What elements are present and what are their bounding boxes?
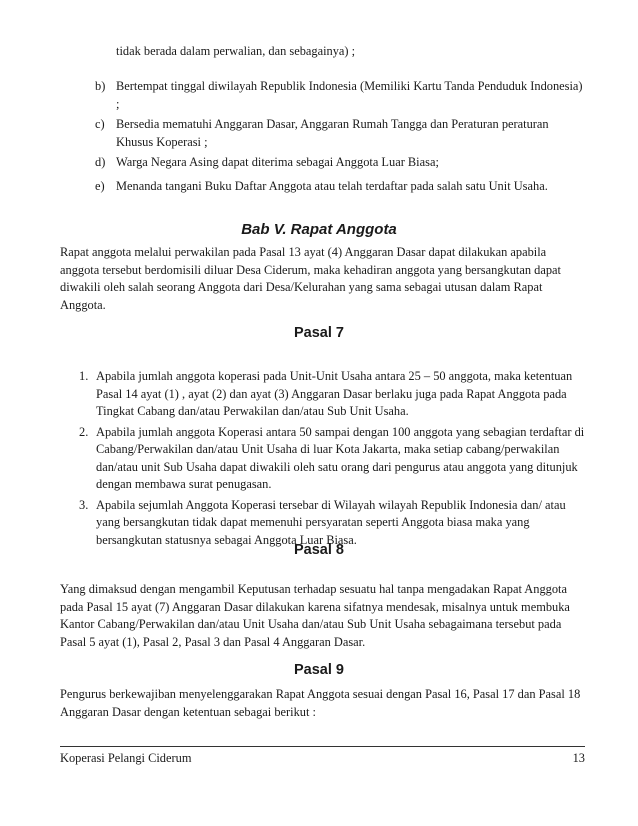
- list-text: Menanda tangani Buku Daftar Anggota atau telah terdaftar pada salah satu Unit Usaha.: [116, 178, 548, 193]
- footer-divider: [60, 746, 585, 747]
- continuation-text: tidak berada dalam perwalian, dan sebagainya) ;: [116, 44, 356, 58]
- list-label: e): [95, 178, 105, 193]
- alpha-list: [0, 78, 638, 195]
- list-item-c: [0, 116, 638, 151]
- list-item-1: [0, 368, 638, 421]
- pasal-7-heading: Pasal 7: [294, 325, 344, 341]
- list-label: c): [95, 117, 105, 131]
- list-item-b: [0, 78, 638, 113]
- list-text: Apabila jumlah anggota Koperasi antara 50 sampai dengan 100 anggota yang sebagian terdaftar di Cabang/Perwakilan dan/atau Unit Usaha di luar Kota Jakarta, maka setiap cabang/perwakilan dan/atau unit Sub Usaha dapat diwakili oleh satu orang dari pengurus atau anggota yang ditunjuk dengan membawa surat penugasan.: [96, 424, 585, 491]
- list-text: Apabila sejumlah Anggota Koperasi tersebar di Wilayah wilayah Republik Indonesia dan/ atau yang bersangkutan tidak dapat memenuhi persyaratan seperti Anggota biasa maka yang bersangkutan statusnya sebagai Anggota Luar Biasa.: [96, 497, 566, 547]
- list-text: Apabila jumlah anggota koperasi pada Unit-Unit Usaha antara 25 – 50 anggota, maka ketentuan Pasal 14 ayat (1) , ayat (2) dan ayat (3) Anggaran Dasar berlaku juga pada Rapat Anggota pada Tingkat Cabang dan/atau Perwakilan dan/atau Sub Unit Usaha.: [96, 369, 573, 418]
- pasal-9-heading: Pasal 9: [294, 662, 344, 678]
- pasal-7-list: [0, 368, 638, 552]
- list-text: Bertempat tinggal diwilayah Republik Indonesia (Memiliki Kartu Tanda Penduduk Indonesia) ;: [116, 79, 583, 111]
- list-label: 2.: [79, 424, 89, 439]
- page-number: 13: [572, 751, 585, 765]
- list-text: Bersedia mematuhi Anggaran Dasar, Anggaran Rumah Tangga dan Peraturan peraturan Khusus Koperasi ;: [116, 117, 549, 149]
- chapter-paragraph: Rapat anggota melalui perwakilan pada Pasal 13 ayat (4) Anggaran Dasar dapat dilakukan apabila anggota tersebut berdomisili diluar Desa Ciderum, maka kehadiran anggota yang bersangkutan dapat diwakili oleh salah seorang Anggota dari Desa/Kelurahan yang sama sebagai utusan dalam Rapat Anggota.: [60, 245, 561, 312]
- list-item-2: [0, 424, 638, 494]
- pasal-9-paragraph: Pengurus berkewajiban menyelenggarakan Rapat Anggota sesuai dengan Pasal 16, Pasal 17 dan Pasal 18 Anggaran Dasar dengan ketentuan sebagai berikut :: [60, 687, 581, 719]
- list-label: 1.: [79, 369, 89, 383]
- pasal-8-paragraph: Yang dimaksud dengan mengambil Keputusan terhadap sesuatu hal tanpa mengadakan Rapat Anggota pada Pasal 15 ayat (7) Anggaran Dasar dilakukan karena sifatnya mendesak, misalnya untuk membuka Kantor Cabang/Perwakilan dan/atau Unit Usaha dan/atau Sub Unit Usaha sebagaimana tersebut pada Pasal 5 ayat (1), Pasal 2, Pasal 3 dan Pasal 4 Anggaran Dasar.: [60, 582, 570, 649]
- chapter-heading: Bab V. Rapat Anggota: [241, 221, 397, 238]
- list-text: Warga Negara Asing dapat diterima sebagai Anggota Luar Biasa;: [116, 155, 439, 169]
- list-label: d): [95, 155, 106, 169]
- list-label: 3.: [79, 497, 89, 512]
- list-label: b): [95, 79, 106, 93]
- list-item-e: [0, 178, 638, 196]
- footer-organization: Koperasi Pelangi Ciderum: [60, 751, 192, 765]
- list-item-d: [0, 154, 638, 172]
- pasal-8-heading: Pasal 8: [294, 542, 344, 558]
